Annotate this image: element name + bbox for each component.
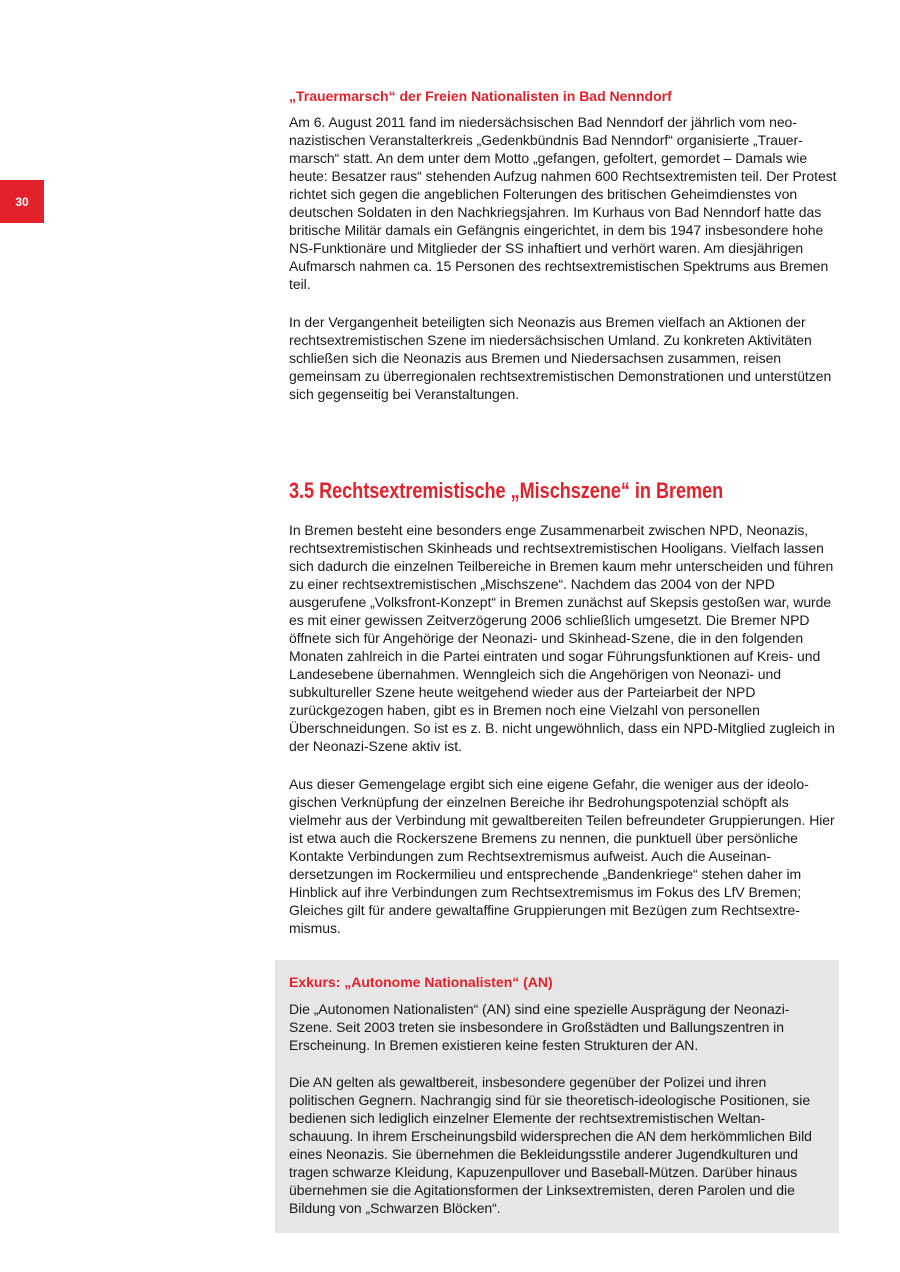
paragraph-trauermarsch: Am 6. August 2011 fand im niedersächsischen Bad Nenndorf der jährlich vom neonazistischen Veranstalterkreis „Gedenkbündnis Bad Nenndorf“ organisierte „Trauermarsch“ statt. An dem unter dem Motto „gefangen, gefoltert, gemordet – Damals wie heute: Besatzer raus“ stehenden Aufzug nahmen 600 Rechtsextremisten teil. Der Protest richtet sich gegen die angeblichen Folterungen des britischen Geheimdienstes von deutschen Soldaten in den Nachkriegsjahren. Im Kurhaus von Bad Nenndorf hatte das britische Militär damals ein Gefängnis eingerichtet, in dem bis 1947 insbesondere hohe NS-Funktionäre und Mitglieder der SS inhaftiert und verhört waren. Am diesjährigen Aufmarsch nahmen ca. 15 Personen des rechtsextremistischen Spektrums aus Bremen teil. xyxy=(289,114,837,292)
page-number-badge xyxy=(0,180,44,223)
paragraph-mischszene: In Bremen besteht eine besonders enge Zusammenarbeit zwischen NPD, Neonazis, rechtsextremistischen Skinheads und rechtsextremistischen Hooligans. Vielfach lassen sich dadurch die einzelnen Teilbereiche in Bremen kaum mehr unterscheiden und führen zu einer rechtsextremistischen „Mischszene“. Nachdem das 2004 von der NPD ausgerufene „Volksfront-Konzept“ in Bremen zunächst auf Skepsis gestoßen war, wurde es mit einer gewissen Zeitverzögerung 2006 schließlich umgesetzt. Die Bremer NPD öffnete sich für Angehörige der Neonazi- und Skinhead-Szene, die in den folgenden Monaten zahlreich in die Partei eintraten und sogar Führungsfunktionen auf Kreis- und Landesebene übernahmen. Wenngleich sich die Angehörigen von Neonazi- und subkultureller Szene heute weitgehend wieder aus der Parteiarbeit der NPD zurückgezogen haben, gibt es in Bremen noch eine Vielzahl von personellen Überschneidungen. So ist es z. B. nicht ungewöhnlich, dass ein NPD-Mitglied zugleich in der Neonazi-Szene aktiv ist. xyxy=(289,522,835,754)
excursus-paragraph-details: Die AN gelten als gewaltbereit, insbesondere gegenüber der Polizei und ihren politischen Gegnern. Nachrangig sind für sie theoretisch-ideologische Positionen, sie bedienen sich lediglich einzelner Elemente der rechtsextremistischen Weltanschauung. In ihrem Erscheinungsbild widersprechen die AN dem herkömmlichen Bild eines Neonazis. Sie übernehmen die Bekleidungsstile anderer Jugendkulturen und tragen schwarze Kleidung, Kapuzenpullover und Baseball-Mützen. Darüber hinaus übernehmen sie die Agitationsformen der Linksextremisten, deren Parolen und die Bildung von „Schwarzen Blöcken“. xyxy=(289,1074,812,1216)
paragraph-gemengelage: Aus dieser Gemengelage ergibt sich eine eigene Gefahr, die weniger aus der ideologischen Verknüpfung der einzelnen Bereiche ihr Bedrohungspotenzial schöpft als vielmehr aus der Verbindung mit gewaltbereiten Teilen befreundeter Gruppierungen. Hier ist etwa auch die Rockerszene Bremens zu nennen, die punktuell über persönliche Kontakte Verbindungen zum Rechtsextremismus aufweist. Auch die Auseinandersetzungen im Rockermilieu und entsprechende „Bandenkriege“ stehen daher im Hinblick auf ihre Verbindungen zum Rechtsextremismus im Fokus des LfV Bremen; Gleiches gilt für andere gewaltaffine Gruppierungen mit Bezügen zum Rechtsextremismus. xyxy=(289,776,835,936)
excursus-heading: Exkurs: „Autonome Nationalisten“ (AN) xyxy=(289,974,553,990)
section-heading-mischszene: 3.5 Rechtsextremistische „Mischszene“ in Bremen xyxy=(289,478,724,503)
excursus-box xyxy=(275,960,839,1233)
paragraph-aktionen: In der Vergangenheit beteiligten sich Neonazis aus Bremen vielfach an Aktionen der rechtsextremistischen Szene im niedersächsischen Umland. Zu konkreten Aktivitäten schließen sich die Neonazis aus Bremen und Niedersachsen zusammen, reisen gemeinsam zu überregionalen rechtsextremistischen Demonstrationen und unterstützen sich gegenseitig bei Veranstaltungen. xyxy=(289,314,832,402)
page-number: 30 xyxy=(15,194,29,209)
excursus-paragraph-intro: Die „Autonomen Nationalisten“ (AN) sind eine spezielle Ausprägung der Neonazi-Szene. Seit 2003 treten sie insbesondere in Großstädten und Ballungszentren in Erscheinung. In Bremen existieren keine festen Strukturen der AN. xyxy=(289,1001,790,1053)
subsection-heading-trauermarsch: „Trauermarsch“ der Freien Nationalisten in Bad Nenndorf xyxy=(289,88,672,104)
